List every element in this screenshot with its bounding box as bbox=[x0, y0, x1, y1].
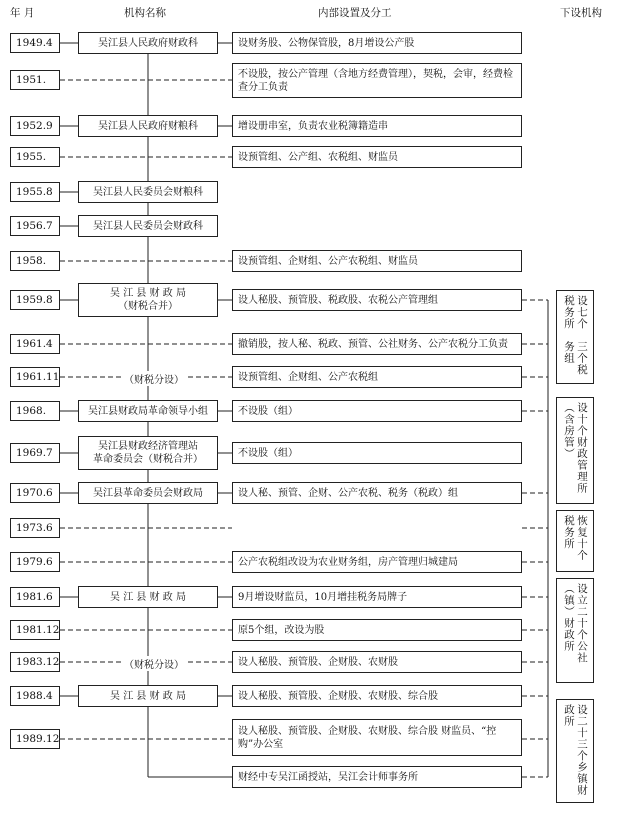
year-box: 1952.9 bbox=[10, 116, 60, 136]
dept-box: 设人秘股、预管股、企财股、农财股、综合股 bbox=[232, 685, 522, 707]
subordinate-box: 设立二十个公社（镇）财政所 bbox=[556, 578, 594, 683]
header-year-month: 年 月 bbox=[10, 7, 35, 19]
org-note: （财税分设） bbox=[122, 656, 186, 671]
year-box: 1961.11 bbox=[10, 367, 60, 387]
org-box: 吴江县人民委员会财粮科 bbox=[78, 181, 218, 203]
dept-box: 公产农税组改设为农业财务组，房产管理归城建局 bbox=[232, 551, 522, 573]
subordinate-box: 恢复十个税务所 bbox=[556, 510, 594, 572]
dept-box: 增设册串室，负责农业税簿籍造串 bbox=[232, 115, 522, 137]
dept-box: 设人秘股、预管股、税政股、农税公产管理组 bbox=[232, 289, 522, 311]
subordinate-text: 设七个税务所 bbox=[563, 295, 588, 330]
header-internal: 内部设置及分工 bbox=[318, 7, 392, 19]
subordinate-box: 设十个财政管理所（含房管） bbox=[556, 397, 594, 504]
org-box: 吴 江 县 财 政 局 bbox=[78, 586, 218, 608]
org-note: （财税合并） bbox=[118, 301, 178, 312]
subordinate-side: 三个税务组 bbox=[563, 340, 588, 376]
year-box: 1956.7 bbox=[10, 216, 60, 236]
dept-box: 不设股（组） bbox=[232, 400, 522, 422]
year-box: 1951. bbox=[10, 70, 60, 90]
header-subordinate: 下设机构 bbox=[560, 7, 602, 19]
year-box: 1979.6 bbox=[10, 552, 60, 572]
header-org-name: 机构名称 bbox=[124, 7, 166, 19]
org-name: 吴 江 县 财 政 局 bbox=[110, 288, 186, 299]
dept-box: 设预管组、企财组、公产农税组、财监员 bbox=[232, 250, 522, 272]
org-box bbox=[78, 283, 218, 317]
org-note: （财税分设） bbox=[122, 371, 186, 386]
year-box: 1958. bbox=[10, 251, 60, 271]
year-box: 1981.12 bbox=[10, 620, 60, 640]
org-box: 吴江县革命委员会财政局 bbox=[78, 482, 218, 504]
dept-box: 设预管组、企财组、公产农税组 bbox=[232, 366, 522, 388]
year-box: 1955. bbox=[10, 147, 60, 167]
org-box: 吴江县人民政府财政科 bbox=[78, 32, 218, 54]
subordinate-box bbox=[556, 290, 594, 384]
year-box: 1969.7 bbox=[10, 443, 60, 463]
dept-box: 不设股（组） bbox=[232, 442, 522, 464]
dept-box: 设人秘股、预管股、企财股、农财股 bbox=[232, 651, 522, 673]
subordinate-box: 设二十三个乡镇财政所 bbox=[556, 699, 594, 803]
org-name: 吴江县财政经济管理站 bbox=[98, 441, 198, 452]
dept-box: 设预管组、公产组、农税组、财监员 bbox=[232, 146, 522, 168]
year-box: 1981.6 bbox=[10, 587, 60, 607]
year-box: 1949.4 bbox=[10, 33, 60, 53]
dept-box: 9月增设财监员，10月增挂税务局牌子 bbox=[232, 586, 522, 608]
dept-box: 设人秘、预管、企财、公产农税、税务（税政）组 bbox=[232, 482, 522, 504]
dept-box: 设人秘股、预管股、企财股、农财股、综合股 财监员、“控购”办公室 bbox=[232, 719, 522, 756]
org-box: 吴江县人民委员会财政科 bbox=[78, 215, 218, 237]
org-box: 吴 江 县 财 政 局 bbox=[78, 685, 218, 707]
dept-box: 设财务股、公物保管股，8月增设公产股 bbox=[232, 32, 522, 54]
org-box: 吴江县财政局革命领导小组 bbox=[78, 400, 218, 422]
dept-box: 原5个组，改设为股 bbox=[232, 619, 522, 641]
year-box: 1989.12 bbox=[10, 729, 60, 749]
year-box: 1959.8 bbox=[10, 290, 60, 310]
dept-box: 撤销股，按人秘、税政、预管、公社财务、公产农税分工负责 bbox=[232, 333, 522, 355]
org-box bbox=[78, 436, 218, 470]
year-box: 1983.12 bbox=[10, 652, 60, 672]
year-box: 1961.4 bbox=[10, 334, 60, 354]
org-note: 革命委员会（财税合并） bbox=[93, 454, 203, 465]
year-box: 1968. bbox=[10, 401, 60, 421]
year-box: 1955.8 bbox=[10, 182, 60, 202]
year-box: 1988.4 bbox=[10, 686, 60, 706]
org-box: 吴江县人民政府财粮科 bbox=[78, 115, 218, 137]
dept-box: 不设股，按公产管理（含地方经费管理），契税，会审，经费检查分工负责 bbox=[232, 63, 522, 98]
year-box: 1973.6 bbox=[10, 518, 60, 538]
bottom-note-box: 财经中专吴江函授站，吴江会计师事务所 bbox=[232, 766, 522, 788]
year-box: 1970.6 bbox=[10, 483, 60, 503]
